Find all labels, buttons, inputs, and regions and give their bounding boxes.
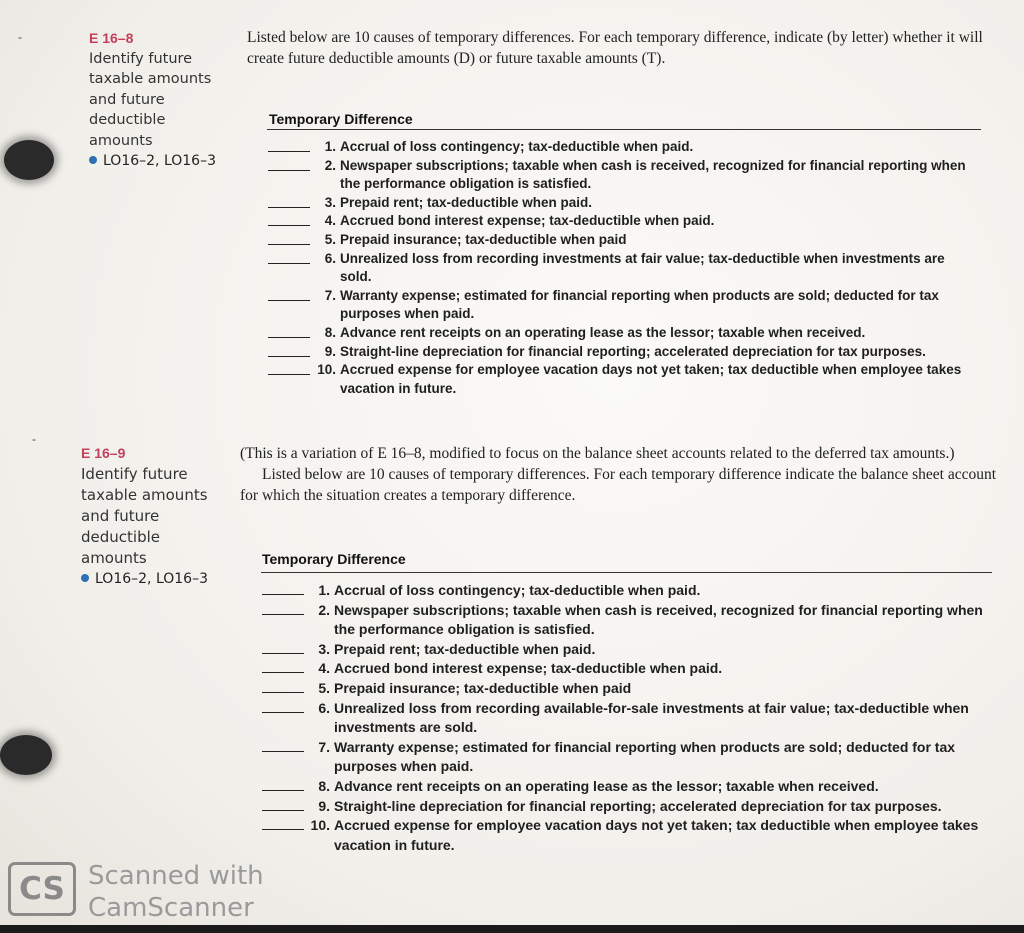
exercise-intro [247, 27, 1007, 69]
answer-blank[interactable] [268, 263, 310, 264]
answer-blank[interactable] [262, 594, 304, 595]
exercise-code: E 16–9 [81, 445, 126, 461]
answer-blank[interactable] [262, 712, 304, 713]
item-number: 9. [318, 797, 330, 814]
margin-mark: - [18, 30, 22, 44]
item-text: Advance rent receipts on an operating lease as the lessor; taxable when received. [334, 777, 879, 794]
item-text: Prepaid rent; tax-deductible when paid. [340, 194, 593, 210]
item-text: Newspaper subscriptions; taxable when cash is received, recognized for financial reporting when the performance obligation is satisfied. [334, 601, 983, 638]
answer-blank[interactable] [268, 244, 310, 245]
list-item [268, 194, 968, 213]
item-number: 10. [317, 362, 336, 378]
answer-blank[interactable] [268, 300, 310, 301]
sidebar-line: Identify future [89, 50, 193, 67]
answer-blank[interactable] [268, 374, 310, 375]
item-number: 1. [318, 582, 330, 598]
item-text: Accrued expense for employee vacation days not yet taken; tax deductible when employee takes vacation in future. [334, 817, 979, 853]
item-list [268, 138, 968, 398]
item-text: Unrealized loss from recording available-for-sale investments at fair value; tax-deductible when investments are sold. [334, 699, 969, 736]
item-text: Prepaid rent; tax-deductible when paid. [334, 640, 596, 657]
answer-blank[interactable] [262, 653, 304, 654]
item-number: 1. [324, 139, 336, 154]
lo-text: LO16–2, LO16–3 [103, 153, 216, 169]
heading-rule [267, 129, 981, 130]
item-text: Prepaid insurance; tax-deductible when paid [334, 679, 632, 696]
camscanner-logo: CS [8, 862, 76, 916]
list-item [268, 343, 968, 362]
item-number: 6. [324, 250, 336, 266]
bullet-icon [81, 574, 89, 582]
intro-paragraph: Listed below are 10 causes of temporary differences. For each temporary difference, indicate (by letter) whether it will create future deductible amounts (D) or future taxable amounts (T). [247, 29, 983, 67]
item-number: 4. [318, 660, 330, 677]
list-item [268, 212, 968, 231]
item-number: 3. [324, 194, 336, 210]
item-number: 2. [324, 157, 336, 173]
list-item [268, 324, 968, 343]
sidebar-line: deductible [89, 112, 166, 128]
binder-hole-bottom [0, 735, 52, 775]
answer-blank[interactable] [262, 829, 304, 830]
list-item [262, 679, 987, 699]
sidebar-line: and future [81, 507, 160, 525]
exercise-sidebar [89, 28, 216, 172]
answer-blank[interactable] [268, 207, 310, 208]
item-text: Accrued bond interest expense; tax-deductible when paid. [340, 213, 715, 229]
binder-hole-top [4, 140, 54, 180]
camscanner-watermark [88, 860, 264, 924]
page-edge [0, 925, 1024, 933]
intro-paragraph: Listed below are 10 causes of temporary differences. For each temporary difference indicate the balance sheet account for which the situation creates a temporary difference. [240, 466, 997, 504]
watermark-line: CamScanner [88, 893, 254, 923]
item-text: Accrual of loss contingency; tax-deductible when paid. [334, 582, 701, 598]
intro-paragraph: (This is a variation of E 16–8, modified to focus on the balance sheet accounts related to the deferred tax amounts.) [240, 445, 955, 462]
list-item [268, 231, 968, 250]
item-text: Accrued expense for employee vacation days not yet taken; tax deductible when employee takes vacation in future. [340, 362, 962, 396]
item-number: 5. [324, 231, 336, 247]
answer-blank[interactable] [262, 810, 304, 811]
exercise-sidebar [81, 443, 208, 590]
answer-blank[interactable] [268, 356, 310, 357]
answer-blank[interactable] [262, 751, 304, 752]
answer-blank[interactable] [268, 337, 310, 338]
watermark-line: Scanned with [88, 861, 264, 891]
answer-blank[interactable] [262, 614, 304, 615]
sidebar-line: Identify future [81, 465, 188, 483]
list-item [262, 659, 987, 679]
item-number: 6. [318, 699, 330, 716]
item-list [262, 581, 987, 855]
learning-objectives [89, 151, 216, 172]
sidebar-line: amounts [81, 549, 147, 567]
list-item [268, 287, 968, 324]
sidebar-line: deductible [81, 528, 160, 546]
column-heading: Temporary Difference [269, 111, 413, 127]
item-text: Warranty expense; estimated for financial reporting when products are sold; deducted for tax purposes when paid. [334, 738, 956, 775]
sidebar-line: and future [89, 91, 165, 108]
exercise-code: E 16–8 [89, 30, 134, 46]
list-item [262, 797, 987, 817]
item-number: 3. [318, 640, 330, 657]
answer-blank[interactable] [268, 151, 310, 152]
item-number: 7. [318, 738, 330, 755]
bullet-icon [89, 156, 97, 164]
item-number: 9. [324, 343, 336, 359]
item-text: Unrealized loss from recording investments at fair value; tax-deductible when investments are sold. [340, 250, 945, 285]
sidebar-line: taxable amounts [89, 71, 212, 87]
item-text: Warranty expense; estimated for financial reporting when products are sold; deducted for tax purposes when paid. [340, 287, 939, 322]
list-item [268, 361, 968, 398]
exercise-intro [240, 443, 1015, 506]
list-item [268, 250, 968, 287]
sidebar-line: amounts [89, 132, 153, 149]
margin-mark: - [32, 432, 36, 446]
item-text: Straight-line depreciation for financial reporting; accelerated depreciation for tax purposes. [334, 797, 942, 814]
item-number: 8. [318, 777, 330, 794]
answer-blank[interactable] [262, 672, 304, 673]
item-number: 2. [318, 601, 330, 618]
item-text: Accrual of loss contingency; tax-deductible when paid. [340, 139, 694, 154]
list-item [262, 699, 987, 738]
heading-rule [261, 572, 992, 573]
column-heading: Temporary Difference [262, 551, 406, 567]
item-text: Accrued bond interest expense; tax-deductible when paid. [334, 660, 723, 677]
list-item [262, 738, 987, 777]
item-text: Advance rent receipts on an operating lease as the lessor; taxable when received. [340, 324, 866, 340]
item-number: 10. [310, 817, 330, 834]
answer-blank[interactable] [262, 790, 304, 791]
item-number: 7. [324, 287, 336, 303]
list-item [268, 157, 968, 194]
sidebar-line: taxable amounts [81, 486, 208, 504]
item-number: 4. [324, 213, 336, 229]
item-number: 8. [324, 324, 336, 340]
answer-blank[interactable] [262, 692, 304, 693]
item-text: Prepaid insurance; tax-deductible when paid [340, 231, 627, 247]
list-item [262, 777, 987, 797]
answer-blank[interactable] [268, 225, 310, 226]
list-item [262, 816, 987, 855]
item-text: Straight-line depreciation for financial reporting; accelerated depreciation for tax purposes. [340, 343, 926, 359]
list-item [262, 601, 987, 640]
list-item [262, 640, 987, 660]
item-text: Newspaper subscriptions; taxable when cash is received, recognized for financial reporting when the performance obligation is satisfied. [340, 157, 966, 192]
list-item [262, 581, 987, 601]
list-item [268, 138, 968, 157]
learning-objectives [81, 569, 208, 590]
item-number: 5. [318, 679, 330, 696]
answer-blank[interactable] [268, 170, 310, 171]
lo-text: LO16–2, LO16–3 [95, 571, 208, 587]
